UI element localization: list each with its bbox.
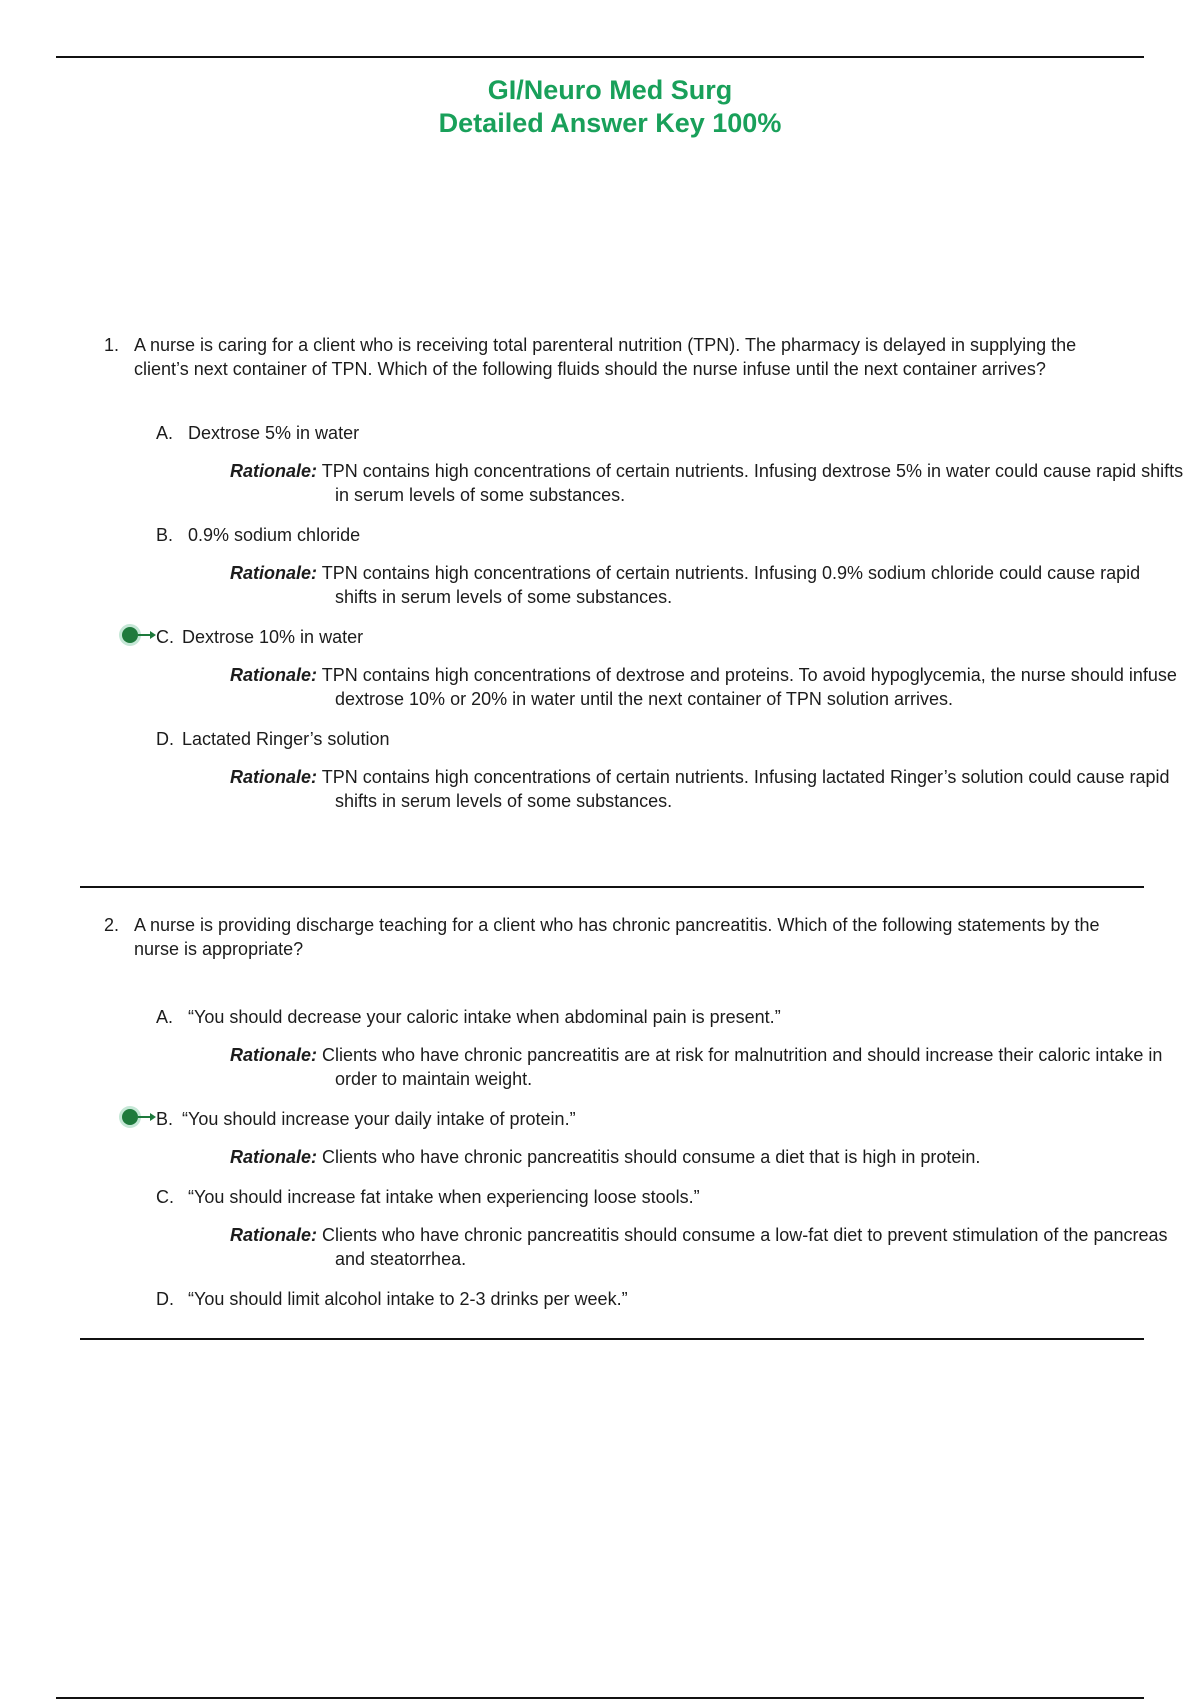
question-divider <box>80 1338 1144 1340</box>
rationale-label: Rationale: <box>230 665 318 685</box>
option-a[interactable] <box>156 421 1120 445</box>
correct-answer-icon <box>116 622 156 648</box>
question-divider <box>80 886 1144 888</box>
rationale-label: Rationale: <box>230 767 318 787</box>
question-1 <box>100 333 1184 829</box>
option-b-correct[interactable] <box>156 1107 1120 1131</box>
option-text: “You should decrease your caloric intake when abdominal pain is present.” <box>188 1007 781 1027</box>
question-number: 2. <box>104 915 120 935</box>
rationale-text: Clients who have chronic pancreatitis should consume a diet that is high in protein. <box>322 1147 981 1167</box>
rationale-text: TPN contains high concentrations of dextrose and proteins. To avoid hypoglycemia, the nurse should infuse dextrose 10% or 20% in water until the next container of TPN solution arrives. <box>321 665 1177 709</box>
rationale <box>230 561 1185 609</box>
option-text: 0.9% sodium chloride <box>188 525 361 545</box>
rationale-label: Rationale: <box>230 1225 318 1245</box>
option-text: Dextrose 10% in water <box>182 627 364 647</box>
bottom-divider <box>56 1697 1144 1699</box>
option-d[interactable] <box>156 1287 1120 1311</box>
option-text: Lactated Ringer’s solution <box>182 729 390 749</box>
option-text: Dextrose 5% in water <box>188 423 360 443</box>
question-stem <box>100 333 1120 381</box>
document-title <box>0 74 1200 140</box>
rationale-label: Rationale: <box>230 1147 318 1167</box>
correct-answer-icon <box>116 1104 156 1130</box>
option-d[interactable] <box>156 727 1120 751</box>
option-c-correct[interactable] <box>156 625 1120 649</box>
option-letter: C. <box>156 627 174 647</box>
option-c[interactable] <box>156 1185 1120 1209</box>
rationale-text: TPN contains high concentrations of certain nutrients. Infusing dextrose 5% in water could cause rapid shifts in serum levels of some substances. <box>321 461 1184 505</box>
title-line-2: Detailed Answer Key 100% <box>438 108 782 138</box>
option-text: “You should increase your daily intake of protein.” <box>182 1109 576 1129</box>
rationale-text: Clients who have chronic pancreatitis are at risk for malnutrition and should increase their caloric intake in order to maintain weight. <box>322 1045 1163 1089</box>
question-2 <box>100 913 1168 1311</box>
title-line-1: GI/Neuro Med Surg <box>487 75 733 105</box>
option-letter: D. <box>156 1289 174 1309</box>
rationale-text: TPN contains high concentrations of certain nutrients. Infusing lactated Ringer’s solution could cause rapid shifts in serum levels of some substances. <box>321 767 1170 811</box>
rationale-label: Rationale: <box>230 563 318 583</box>
question-text: A nurse is providing discharge teaching for a client who has chronic pancreatitis. Which of the following statements by the nurse is appropriate? <box>134 915 1100 959</box>
option-letter: A. <box>156 1007 174 1027</box>
rationale <box>230 1223 1185 1271</box>
option-letter: A. <box>156 423 174 443</box>
option-a[interactable] <box>156 1005 1120 1029</box>
option-letter: B. <box>156 1109 174 1129</box>
option-text: “You should limit alcohol intake to 2-3 drinks per week.” <box>188 1289 628 1309</box>
rationale <box>230 1043 1185 1091</box>
rationale <box>230 1145 1185 1169</box>
top-divider <box>56 56 1144 58</box>
option-text: “You should increase fat intake when experiencing loose stools.” <box>188 1187 700 1207</box>
rationale-text: TPN contains high concentrations of certain nutrients. Infusing 0.9% sodium chloride could cause rapid shifts in serum levels of some substances. <box>321 563 1141 607</box>
rationale <box>230 459 1185 507</box>
option-letter: C. <box>156 1187 174 1207</box>
rationale-label: Rationale: <box>230 461 318 481</box>
question-number: 1. <box>104 335 120 355</box>
rationale-label: Rationale: <box>230 1045 318 1065</box>
option-letter: D. <box>156 729 174 749</box>
rationale <box>230 765 1185 813</box>
rationale <box>230 663 1185 711</box>
option-b[interactable] <box>156 523 1120 547</box>
rationale-text: Clients who have chronic pancreatitis should consume a low-fat diet to prevent stimulation of the pancreas and steatorrhea. <box>322 1225 1168 1269</box>
option-letter: B. <box>156 525 174 545</box>
question-text: A nurse is caring for a client who is receiving total parenteral nutrition (TPN). The pharmacy is delayed in supplying the client’s next container of TPN. Which of the following fluids should the nurse infuse until the next container arrives? <box>134 335 1077 379</box>
question-stem <box>100 913 1120 961</box>
